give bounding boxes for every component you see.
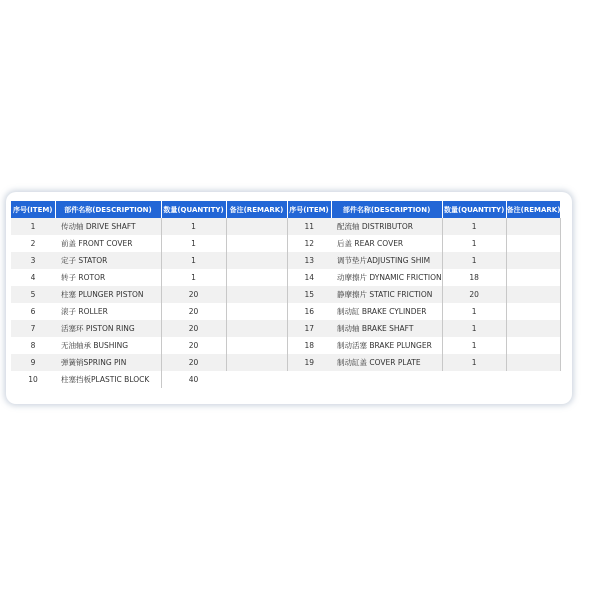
table-row (11, 235, 561, 252)
cell-quantity-right: 1 (442, 320, 506, 337)
cell-remark-left (226, 269, 287, 286)
table-row (11, 354, 561, 371)
cell-item-right: 11 (287, 218, 331, 235)
cell-remark-left (226, 371, 287, 388)
cell-remark-right (506, 286, 561, 303)
cell-description-left: 定子 STATOR (55, 252, 161, 269)
cell-remark-right (506, 303, 561, 320)
cell-description-right: 静摩擦片 STATIC FRICTION (331, 286, 442, 303)
cell-quantity-left: 1 (161, 218, 226, 235)
cell-quantity-left: 20 (161, 354, 226, 371)
cell-description-left: 弹簧销SPRING PIN (55, 354, 161, 371)
table-row (11, 286, 561, 303)
cell-description-right: 制动缸盖 COVER PLATE (331, 354, 442, 371)
cell-remark-right (506, 252, 561, 269)
cell-item-left: 9 (11, 354, 55, 371)
cell-remark-right (506, 235, 561, 252)
table-row (11, 320, 561, 337)
parts-table-body (11, 218, 561, 388)
cell-item-left: 10 (28, 375, 38, 384)
table-row (11, 303, 561, 320)
cell-item-left: 3 (11, 252, 55, 269)
cell-remark-left (226, 337, 287, 354)
cell-item-right: 15 (287, 286, 331, 303)
cell-description-right (331, 371, 442, 388)
cell-description-right: 后盖 REAR COVER (337, 239, 404, 248)
header-remark-left: 备注(REMARK) (226, 201, 287, 218)
cell-description-right: 制动轴 BRAKE SHAFT (331, 320, 442, 337)
cell-quantity-left: 20 (161, 320, 226, 337)
header-remark-right: 备注(REMARK) (506, 201, 561, 218)
table-row (11, 218, 561, 235)
cell-description-left: 转子 ROTOR (61, 273, 106, 282)
cell-quantity-left: 1 (161, 252, 226, 269)
cell-remark-left (226, 303, 287, 320)
cell-item-right: 18 (304, 341, 315, 350)
cell-remark-right (506, 354, 561, 371)
cell-quantity-right: 1 (442, 235, 506, 252)
cell-description-left: 无油轴承 BUSHING (61, 341, 129, 350)
cell-remark-left (226, 252, 287, 269)
cell-quantity-left: 1 (161, 269, 226, 286)
cell-item-right (287, 371, 331, 388)
cell-quantity-left: 20 (161, 303, 226, 320)
cell-description-left: 活塞环 PISTON RING (55, 320, 161, 337)
cell-description-left: 传动轴 DRIVE SHAFT (55, 218, 161, 235)
cell-item-left: 8 (30, 341, 36, 350)
cell-description-right: 制动活塞 BRAKE PLUNGER (337, 341, 432, 350)
cell-description-right: 配流轴 DISTRIBUTOR (331, 218, 442, 235)
cell-item-left: 4 (30, 273, 36, 282)
cell-remark-right (506, 337, 561, 354)
cell-quantity-right: 1 (442, 354, 506, 371)
cell-item-left: 2 (30, 239, 36, 248)
table-row (11, 252, 561, 269)
cell-remark-left (226, 235, 287, 252)
parts-list-table (11, 201, 561, 388)
cell-quantity-left: 20 (161, 286, 226, 303)
cell-item-left: 1 (11, 218, 55, 235)
cell-item-right: 19 (287, 354, 331, 371)
cell-description-left: 柱塞 PLUNGER PISTON (55, 286, 161, 303)
cell-quantity-right: 1 (442, 252, 506, 269)
header-quantity-right: 数量(QUANTITY) (442, 201, 506, 218)
cell-remark-right (506, 269, 561, 286)
cell-item-right: 14 (304, 273, 315, 282)
cell-description-right: 调节垫片ADJUSTING SHIM (331, 252, 442, 269)
cell-description-left: 前盖 FRONT COVER (61, 239, 133, 248)
cell-remark-left (226, 286, 287, 303)
cell-quantity-left: 20 (161, 337, 226, 354)
cell-remark-left (226, 218, 287, 235)
cell-item-right: 13 (287, 252, 331, 269)
cell-item-right: 16 (304, 307, 315, 316)
cell-quantity-left: 1 (161, 235, 226, 252)
cell-remark-left (226, 354, 287, 371)
cell-quantity-right: 18 (442, 269, 506, 286)
table-row (11, 269, 561, 286)
cell-item-right: 12 (304, 239, 315, 248)
header-description-right: 部件名称(DESCRIPTION) (331, 201, 442, 218)
cell-quantity-right: 1 (442, 303, 506, 320)
cell-quantity-right (442, 371, 506, 388)
header-description-left: 部件名称(DESCRIPTION) (55, 201, 161, 218)
cell-remark-left (226, 320, 287, 337)
cell-item-left: 6 (30, 307, 36, 316)
header-item-left: 序号(ITEM) (11, 201, 55, 218)
cell-description-left: 柱塞挡板PLASTIC BLOCK (61, 375, 150, 384)
table-row (11, 371, 561, 388)
cell-description-right: 动摩擦片 DYNAMIC FRICTION (337, 273, 442, 282)
cell-item-left: 7 (11, 320, 55, 337)
cell-description-left: 滚子 ROLLER (61, 307, 108, 316)
cell-quantity-right: 1 (442, 337, 506, 354)
cell-quantity-right: 1 (442, 218, 506, 235)
header-item-right: 序号(ITEM) (287, 201, 331, 218)
cell-item-right: 17 (287, 320, 331, 337)
cell-remark-right (506, 320, 561, 337)
cell-description-right: 制动缸 BRAKE CYLINDER (337, 307, 427, 316)
header-quantity-left: 数量(QUANTITY) (161, 201, 226, 218)
cell-quantity-right: 20 (442, 286, 506, 303)
cell-remark-right (506, 371, 561, 388)
table-row (11, 337, 561, 354)
cell-item-left: 5 (11, 286, 55, 303)
cell-quantity-left: 40 (161, 371, 226, 388)
cell-remark-right (506, 218, 561, 235)
table-header-row (11, 201, 561, 218)
